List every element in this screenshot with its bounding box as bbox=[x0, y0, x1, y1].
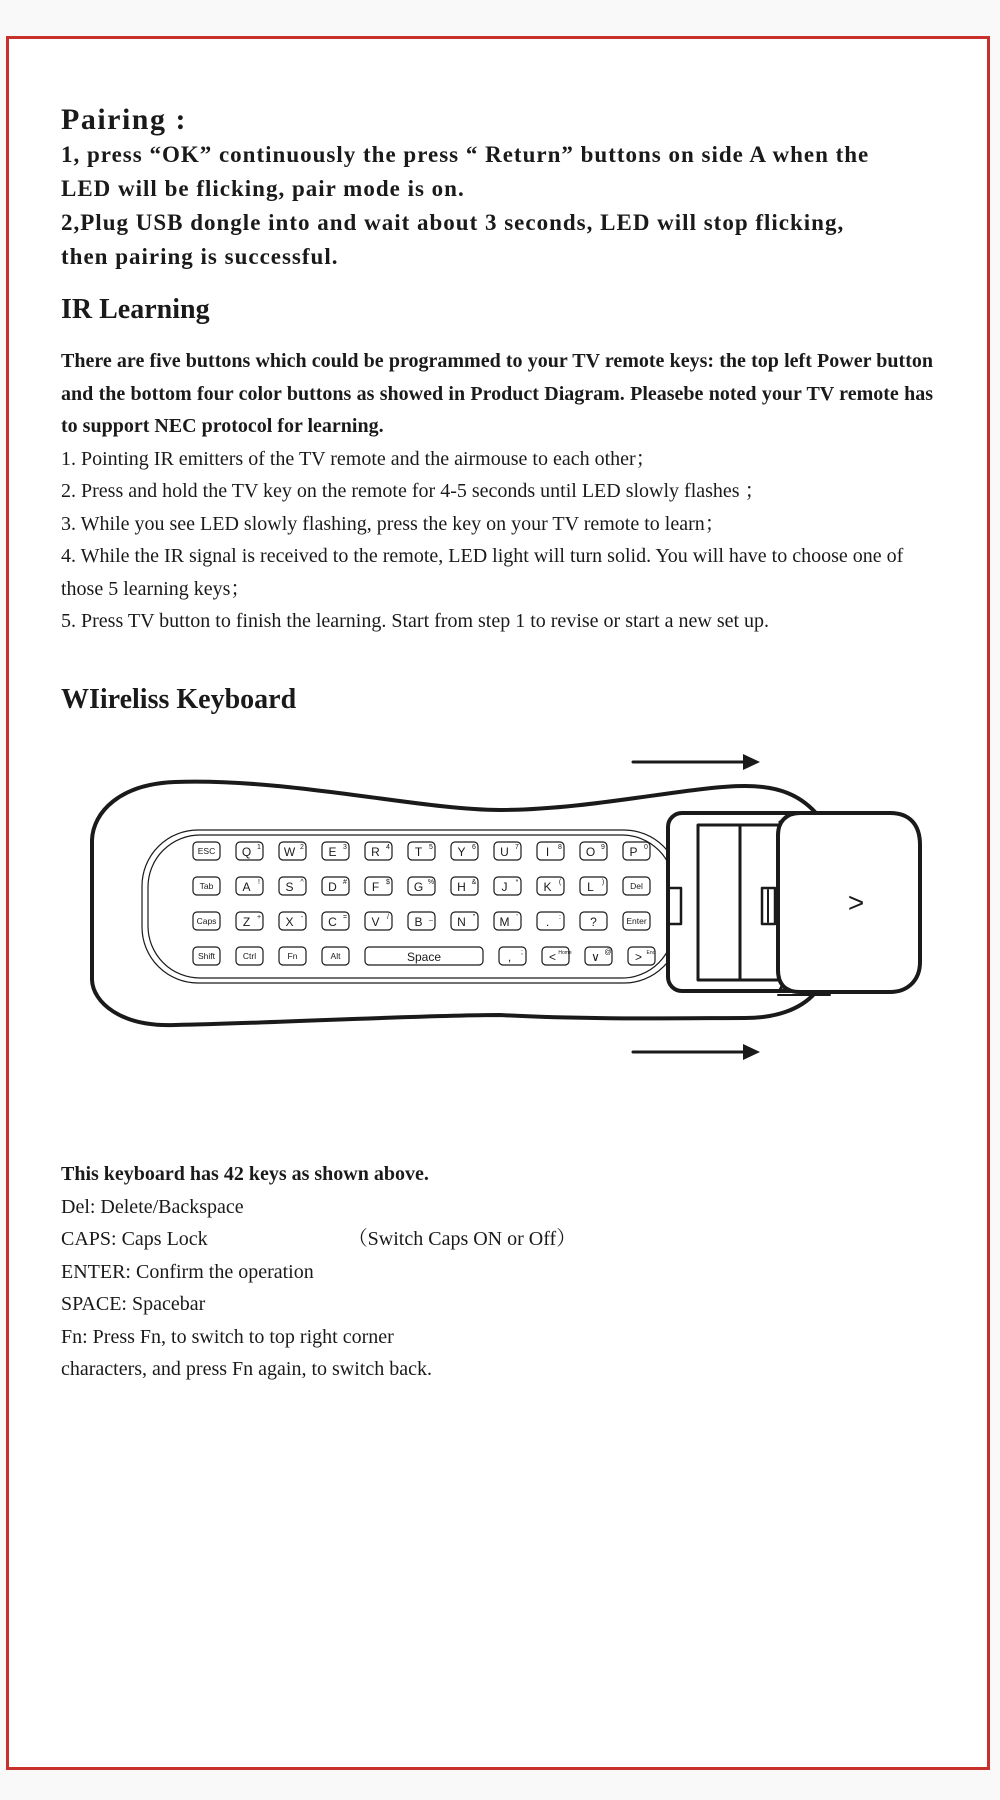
pairing-title: Pairing : bbox=[61, 103, 187, 136]
key-ctrl bbox=[236, 947, 263, 965]
key-label: Q bbox=[241, 845, 252, 859]
key-label: Space bbox=[406, 950, 442, 964]
pairing-step1-line1: 1, press “OK” continuously the press “ Return” buttons on side A when the bbox=[61, 142, 870, 167]
key-u bbox=[494, 842, 521, 860]
key-label: P bbox=[629, 845, 638, 859]
key-alt-label: & bbox=[471, 879, 477, 886]
arrow-right-icon-top bbox=[633, 754, 760, 770]
key-alt-label: / bbox=[387, 914, 389, 921]
note-space: SPACE: Spacebar bbox=[61, 1293, 206, 1315]
ir-body bbox=[61, 345, 933, 638]
key-label: ? bbox=[590, 915, 597, 929]
key-alt-label: - bbox=[300, 914, 304, 921]
note-del: Del: Delete/Backspace bbox=[61, 1195, 244, 1218]
key-period bbox=[537, 912, 564, 930]
key-∨ bbox=[585, 947, 612, 965]
key-o bbox=[580, 842, 607, 860]
key-caps bbox=[193, 912, 220, 930]
key-alt-label: 3 bbox=[343, 844, 347, 851]
key-label: Fn bbox=[287, 951, 298, 961]
keyboard-diagram bbox=[0, 740, 1000, 1080]
key-label: A bbox=[242, 880, 251, 894]
key-label: N bbox=[457, 915, 466, 929]
key-label: Del bbox=[630, 881, 643, 891]
ir-intro: There are five buttons which could be programmed to your TV remote keys: the top left Power button and the bottom four color buttons as showed in Product Diagram. Pleasebe noted your TV remote has to support NEC protocol for learning. bbox=[61, 350, 933, 437]
key-h bbox=[451, 877, 478, 895]
key-r bbox=[365, 842, 392, 860]
key-c bbox=[322, 912, 349, 930]
key-g bbox=[408, 877, 435, 895]
key-alt-label: + bbox=[256, 914, 262, 921]
key-label: . bbox=[545, 915, 550, 929]
pairing-step1-line2: LED will be flicking, pair mode is on. bbox=[61, 176, 465, 201]
key-label: Z bbox=[242, 915, 251, 929]
note-enter: ENTER: Confirm the operation bbox=[61, 1260, 314, 1283]
key-alt-label: ; bbox=[521, 949, 523, 956]
key-alt-label: End bbox=[646, 950, 656, 956]
keyboard-section bbox=[61, 684, 933, 716]
key-d bbox=[322, 877, 349, 895]
key-label: I bbox=[545, 845, 550, 859]
key-alt-label: " bbox=[472, 914, 476, 921]
key-i bbox=[537, 842, 564, 860]
key-comma bbox=[499, 947, 526, 965]
note-caps-switch: （Switch Caps ON or Off） bbox=[347, 1228, 577, 1250]
key-alt-label: @ bbox=[604, 949, 612, 956]
key-x bbox=[279, 912, 306, 930]
key-alt-label: 4 bbox=[386, 844, 390, 851]
key-l bbox=[580, 877, 607, 895]
key-b bbox=[408, 912, 435, 930]
key-< bbox=[542, 947, 572, 965]
key-space bbox=[365, 947, 483, 965]
ir-step-4: 4. While the IR signal is received to the remote, LED light will turn solid. You will have to choose one of those 5 learning keys； bbox=[61, 545, 904, 600]
key-label: Alt bbox=[330, 951, 341, 961]
key-alt-label: ' bbox=[516, 914, 518, 921]
key-y bbox=[451, 842, 478, 860]
key-label: ∨ bbox=[591, 950, 600, 964]
key-label: G bbox=[413, 880, 424, 894]
key-alt-label: 1 bbox=[257, 844, 261, 851]
key-a bbox=[236, 877, 263, 895]
key-label: X bbox=[285, 915, 294, 929]
pairing-section bbox=[61, 103, 933, 137]
key-alt-label: * bbox=[515, 879, 519, 886]
keyboard-title: WIireliss Keyboard bbox=[61, 684, 297, 715]
key-alt-label: # bbox=[343, 879, 347, 886]
key-label: V bbox=[371, 915, 380, 929]
key-label: E bbox=[328, 845, 337, 859]
key-label: J bbox=[501, 880, 508, 894]
key-label: Caps bbox=[196, 916, 217, 926]
key-s bbox=[279, 877, 306, 895]
key-esc bbox=[193, 842, 220, 860]
key-label: Enter bbox=[626, 916, 647, 926]
key-alt-label: ) bbox=[601, 879, 605, 886]
ir-step-1: 1. Pointing IR emitters of the TV remote and the airmouse to each other； bbox=[61, 447, 656, 470]
note-fn-line1: Fn: Press Fn, to switch to top right corner bbox=[61, 1325, 394, 1348]
key-label: C bbox=[328, 915, 337, 929]
key-j bbox=[494, 877, 521, 895]
key-shift bbox=[193, 947, 220, 965]
key-tab bbox=[193, 877, 220, 895]
key-alt-label: % bbox=[427, 879, 435, 886]
key-v bbox=[365, 912, 392, 930]
key-m bbox=[494, 912, 521, 930]
ir-section bbox=[61, 294, 933, 326]
ir-step-3: 3. While you see LED slowly flashing, press the key on your TV remote to learn； bbox=[61, 512, 725, 535]
side-a-label: > bbox=[847, 887, 865, 918]
key-z bbox=[236, 912, 263, 930]
key-label: K bbox=[543, 880, 552, 894]
key-label: L bbox=[587, 880, 594, 894]
key-label: Y bbox=[457, 845, 466, 859]
key-enter bbox=[623, 912, 650, 930]
ir-step-5: 5. Press TV button to finish the learning. Start from step 1 to revise or start a new set up. bbox=[61, 610, 770, 632]
key-q bbox=[236, 842, 263, 860]
key-n bbox=[451, 912, 478, 930]
key-label: W bbox=[283, 845, 296, 859]
key-f bbox=[365, 877, 392, 895]
key-label: , bbox=[507, 950, 512, 964]
key-alt-label: ^ bbox=[300, 879, 304, 886]
key-alt-label: 8 bbox=[558, 844, 562, 851]
key-label: S bbox=[285, 880, 294, 894]
key-alt-label: Home bbox=[558, 950, 572, 956]
note-caps-row bbox=[61, 1223, 933, 1256]
key-alt-label: = bbox=[342, 914, 348, 921]
key-alt bbox=[322, 947, 349, 965]
key-label: ESC bbox=[197, 846, 216, 856]
key-label: > bbox=[634, 950, 643, 964]
key-alt-label: 9 bbox=[601, 844, 605, 851]
key-label: M bbox=[499, 915, 510, 929]
arrow-right-icon-bottom bbox=[633, 1044, 760, 1060]
key-p bbox=[623, 842, 650, 860]
key-alt-label: 5 bbox=[429, 844, 433, 851]
key-label: U bbox=[500, 845, 509, 859]
key-alt-label: _ bbox=[429, 914, 433, 921]
key-label: < bbox=[548, 950, 557, 964]
pairing-step2-line2: then pairing is successful. bbox=[61, 244, 339, 269]
key-label: Shift bbox=[197, 951, 216, 961]
key-alt-label: ! bbox=[258, 879, 260, 886]
key-label: Ctrl bbox=[242, 951, 257, 961]
key-t bbox=[408, 842, 435, 860]
key-> bbox=[628, 947, 656, 965]
key-? bbox=[580, 912, 607, 930]
key-w bbox=[279, 842, 306, 860]
key-label: R bbox=[371, 845, 380, 859]
notes-heading: This keyboard has 42 keys as shown above. bbox=[61, 1163, 429, 1185]
key-label: Tab bbox=[199, 881, 214, 891]
key-label: F bbox=[371, 880, 380, 894]
keyboard-keys bbox=[193, 842, 656, 965]
key-alt-label: $ bbox=[386, 879, 390, 886]
key-alt-label: 0 bbox=[644, 844, 648, 851]
pairing-step2-line1: 2,Plug USB dongle into and wait about 3 seconds, LED will stop flicking, bbox=[61, 210, 845, 235]
note-caps: CAPS: Caps Lock bbox=[61, 1228, 208, 1250]
key-alt-label: 2 bbox=[300, 844, 304, 851]
key-label: H bbox=[457, 880, 466, 894]
ir-title: IR Learning bbox=[61, 294, 210, 325]
key-alt-label: 6 bbox=[472, 844, 476, 851]
keyboard-notes bbox=[61, 1158, 933, 1386]
key-alt-label: ( bbox=[558, 879, 562, 886]
key-alt-label: 7 bbox=[515, 844, 519, 851]
key-alt-label: : bbox=[559, 914, 561, 921]
ir-step-2: 2. Press and hold the TV key on the remote for 4-5 seconds until LED slowly flashes ； bbox=[61, 480, 765, 502]
key-label: D bbox=[328, 880, 337, 894]
key-label: B bbox=[414, 915, 423, 929]
key-del bbox=[623, 877, 650, 895]
pairing-steps bbox=[61, 138, 933, 274]
key-fn bbox=[279, 947, 306, 965]
key-k bbox=[537, 877, 564, 895]
key-e bbox=[322, 842, 349, 860]
key-label: O bbox=[585, 845, 596, 859]
note-fn-line2: characters, and press Fn again, to switch back. bbox=[61, 1358, 432, 1380]
key-label: T bbox=[414, 845, 423, 859]
